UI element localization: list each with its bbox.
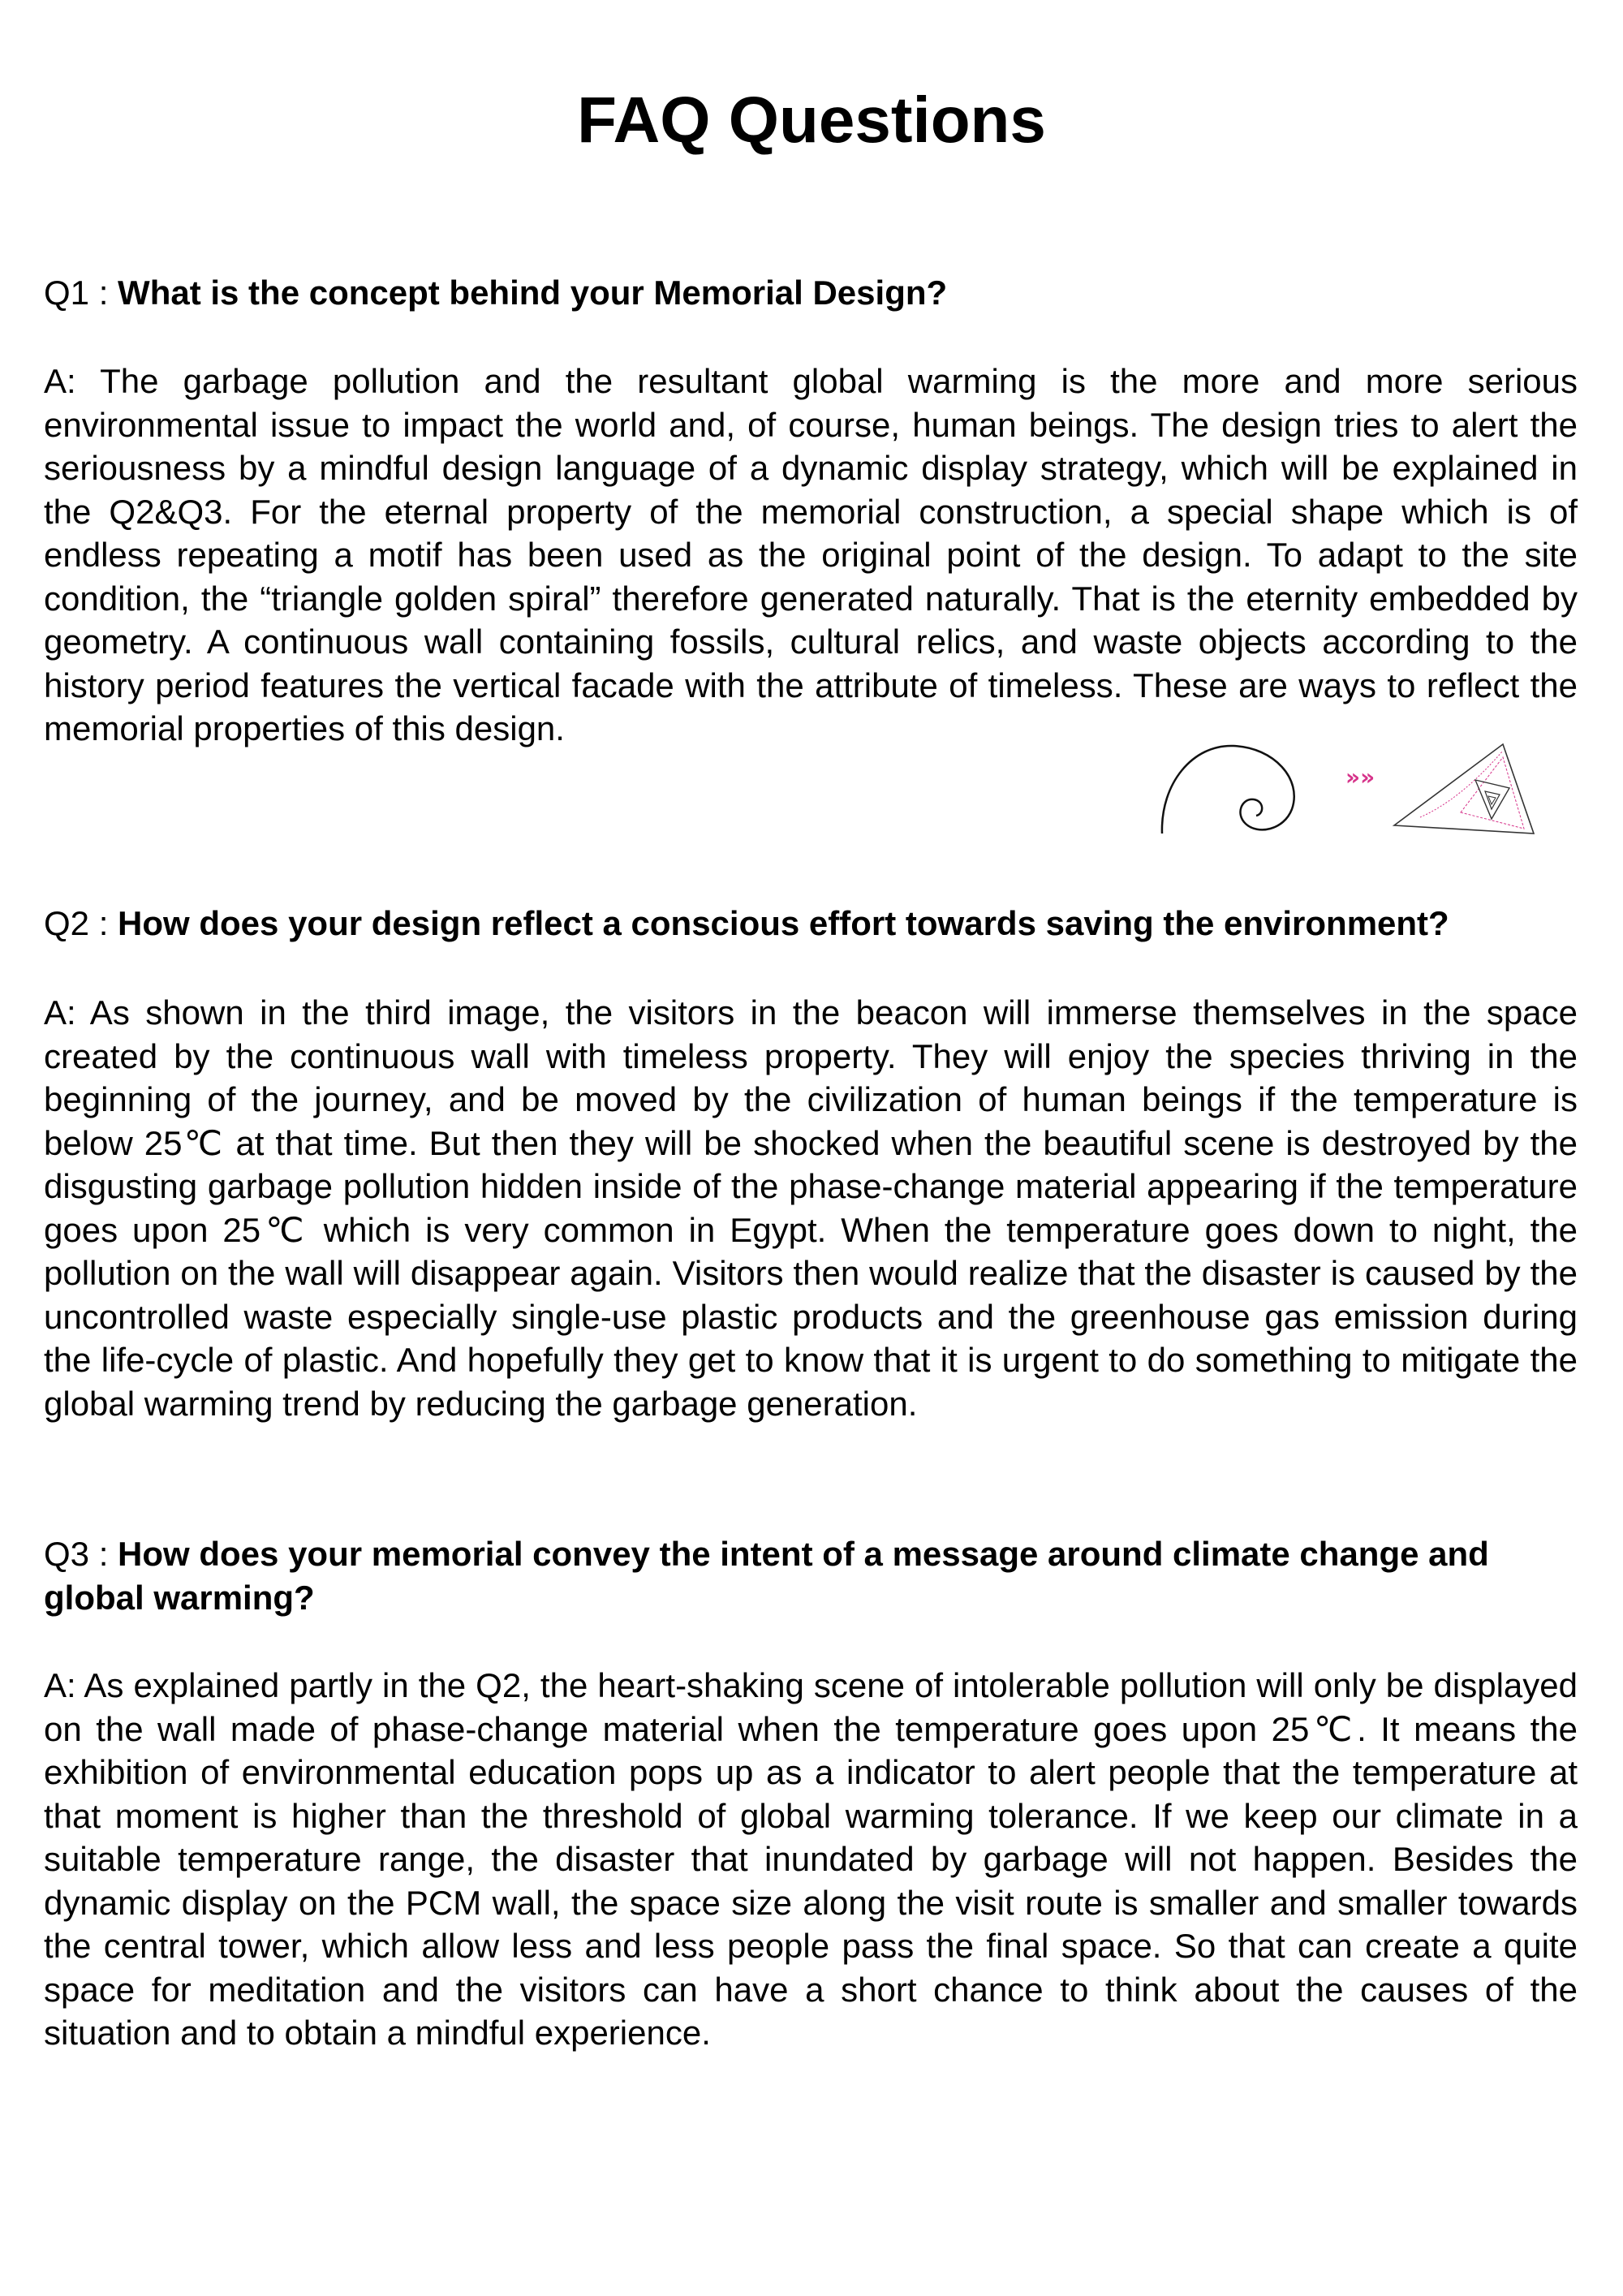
question-label: Q1 :: [44, 274, 118, 312]
arrow-icon: »»: [1345, 764, 1375, 790]
faq-answer-3: A: As explained partly in the Q2, the heart-shaking scene of intolerable pollution will only be displayed on the wall made of phase-change material when the temperature goes upon 25℃. It means the exhibition of environmental education pops up as a indicator to alert people that the temperature at that moment is higher than the threshold of global warming tolerance. If we keep our climate in a suitable temperature range, the disaster that inundated by garbage will not happen. Besides the dynamic display on the PCM wall, the space size along the visit route is smaller and smaller towards the central tower, which allow less and less people pass the final space. So that can create a quite space for meditation and the visitors can have a short chance to think about the causes of the situation and to obtain a mindful experience.: [44, 1666, 1578, 2052]
triangle-golden-spiral-icon: [1394, 744, 1534, 834]
spiral-diagram: [1152, 734, 1558, 840]
question-text: How does your design reflect a conscious effort towards saving the environment?: [118, 904, 1449, 942]
faq-question-3: [44, 1532, 1578, 1620]
golden-spiral-icon: [1162, 746, 1294, 834]
faq-question-1: [44, 271, 1578, 315]
faq-question-2: [44, 902, 1578, 946]
spiral-diagram-svg: [1152, 734, 1558, 840]
question-label: Q3 :: [44, 1535, 118, 1573]
faq-answer-2: A: As shown in the third image, the visitors in the beacon will immerse themselves in the space created by the continuous wall with timeless property. They will enjoy the species thriving in the beginning of the journey, and be moved by the civilization of human beings if the temperature is below 25℃ at that time. But then they will be shocked when the beautiful scene is destroyed by the disgusting garbage pollution hidden inside of the phase-change material appearing if the temperature goes upon 25℃ which is very common in Egypt. When the temperature goes down to night, the pollution on the wall will disappear again. Visitors then would realize that the disaster is caused by the uncontrolled waste especially single-use plastic products and the greenhouse gas emission during the life-cycle of plastic. And hopefully they get to know that it is urgent to do something to mitigate the global warming trend by reducing the garbage generation.: [44, 993, 1578, 1423]
question-text: What is the concept behind your Memorial Design?: [118, 274, 948, 312]
page-title: FAQ Questions: [577, 84, 1046, 156]
faq-answer-1: A: The garbage pollution and the resultant global warming is the more and more serious environmental issue to impact the world and, of course, human beings. The design tries to alert the seriousness by a mindful design language of a dynamic display strategy, which will be explained in the Q2&Q3. For the eternal property of the memorial construction, a special shape which is of endless repeating a motif has been used as the original point of the design. To adapt to the site condition, the “triangle golden spiral” therefore generated naturally. That is the eternity embedded by geometry. A continuous wall containing fossils, cultural relics, and waste objects according to the history period features the vertical facade with the attribute of timeless. These are ways to reflect the memorial properties of this design.: [44, 362, 1578, 747]
question-label: Q2 :: [44, 904, 118, 942]
question-text: How does your memorial convey the intent of a message around climate change and global warming?: [44, 1535, 1489, 1617]
